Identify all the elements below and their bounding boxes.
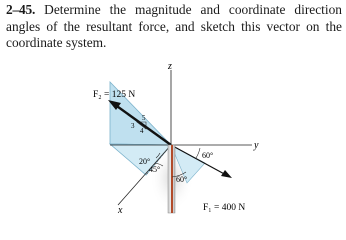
support-rod-highlight [171, 145, 173, 213]
problem-text: Determine the magnitude and coordinate direction angles of the resultant force, and sketch this vector on the coordinate system. [6, 2, 342, 50]
y-axis-label: y [254, 140, 259, 151]
z-axis-label: z [168, 61, 172, 72]
f1-arrowhead [221, 170, 232, 178]
x-axis-label: x [118, 205, 123, 216]
arc-60-a [196, 148, 200, 158]
slope-3-label: 3 [131, 122, 135, 130]
problem-number: 2–45. [6, 2, 36, 17]
slope-4-label: 4 [140, 127, 144, 135]
slope-5-label: 5 [142, 114, 146, 122]
angle-45-label: 45° [149, 165, 161, 174]
f2-label: F₂ = 125 N [93, 90, 136, 100]
angle-20-label: 20° [139, 157, 151, 166]
angle-60-a-label: 60° [202, 151, 214, 160]
f1-label: F₁ = 400 N [203, 203, 246, 213]
angle-60-b-label: 60° [176, 175, 188, 184]
